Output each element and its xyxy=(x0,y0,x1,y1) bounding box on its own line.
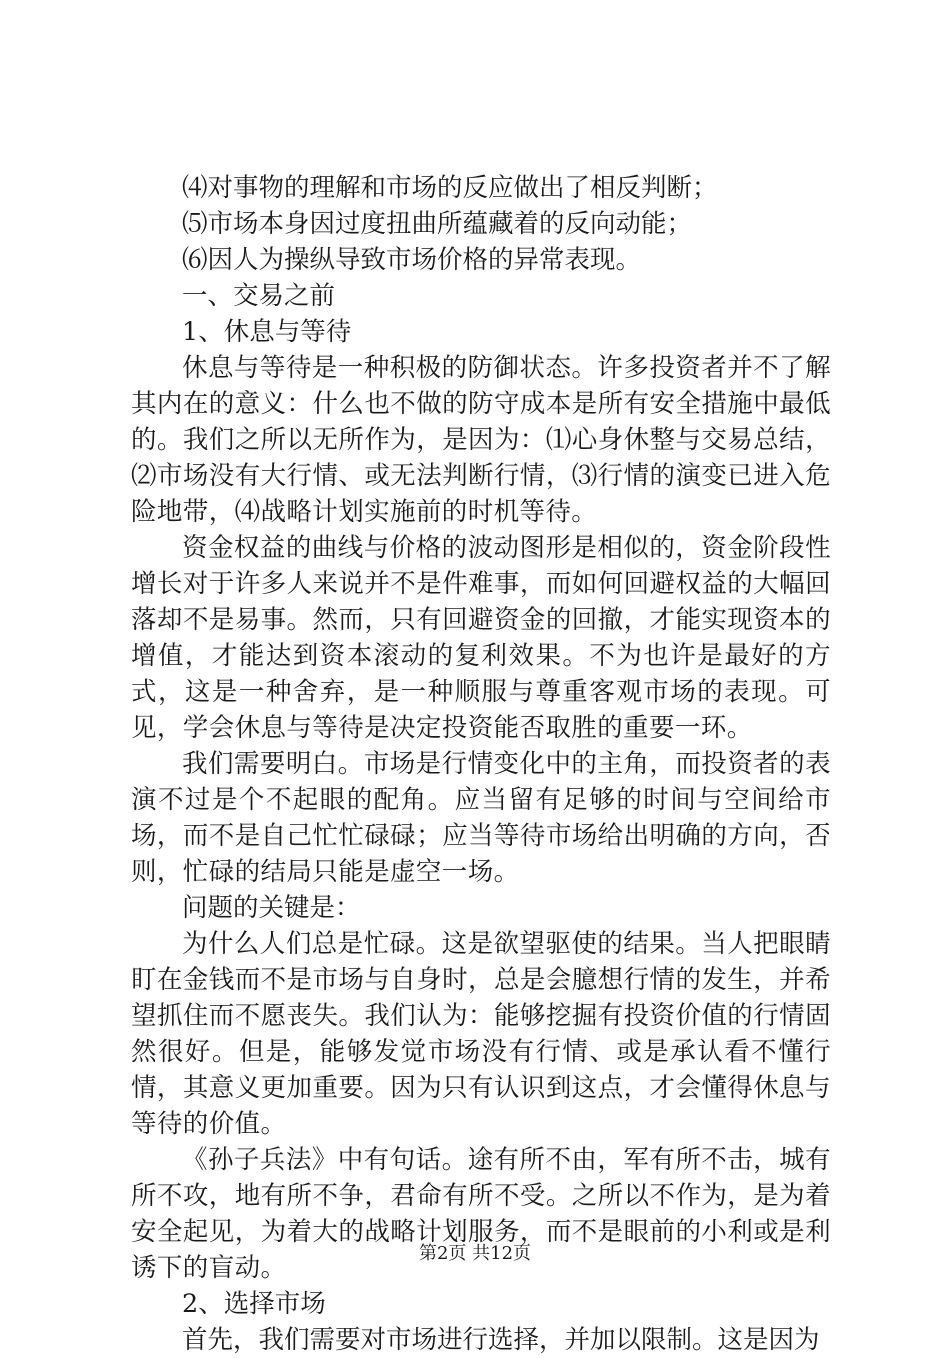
section-heading: 一、交易之前 xyxy=(182,281,336,311)
document-body xyxy=(131,170,831,1358)
list-item: ⑹因人为操纵导致市场价格的异常表现。 xyxy=(182,245,642,275)
page-number-footer: 第2页 共12页 xyxy=(418,1243,532,1264)
body-paragraph: 休息与等待是一种积极的防御状态。许多投资者并不了解其内在的意义：什么也不做的防守成本是所有安全措施中最低的。我们之所以无所作为，是因为：⑴心身休整与交易总结，⑵市场没有大行情、或无法判断行情，⑶行情的演变已进入危险地带，⑷战略计划实施前的时机等待。 xyxy=(131,353,831,527)
body-paragraph: 资金权益的曲线与价格的波动图形是相似的，资金阶段性增长对于许多人来说并不是件难事，而如何回避权益的大幅回落却不是易事。然而，只有回避资金的回撤，才能实现资本的增值，才能达到资本滚动的复利效果。不为也许是最好的方式，这是一种舍弃，是一种顺服与尊重客观市场的表现。可见，学会休息与等待是决定投资能否取胜的重要一环。 xyxy=(131,533,831,743)
subsection-heading: 1、休息与等待 xyxy=(182,317,352,347)
body-paragraph: 我们需要明白。市场是行情变化中的主角，而投资者的表演不过是个不起眼的配角。应当留有足够的时间与空间给市场，而不是自己忙忙碌碌；应当等待市场给出明确的方向，否则，忙碌的结局只能是虚空一场。 xyxy=(131,749,831,887)
list-item: ⑸市场本身因过度扭曲所蕴藏着的反向动能； xyxy=(182,209,693,239)
body-paragraph: 首先，我们需要对市场进行选择，并加以限制。这是因为 xyxy=(182,1325,820,1355)
body-paragraph: 为什么人们总是忙碌。这是欲望驱使的结果。当人把眼睛盯在金钱而不是市场与自身时，总是会臆想行情的发生，并希望抓住而不愿丧失。我们认为：能够挖掘有投资价值的行情固然很好。但是，能够发觉市场没有行情、或是承认看不懂行情，其意义更加重要。因为只有认识到这点，才会懂得休息与等待的价值。 xyxy=(131,929,831,1139)
body-paragraph: 问题的关键是： xyxy=(182,893,361,923)
body-paragraph: 《孙子兵法》中有句话。途有所不由，军有所不击，城有所不攻，地有所不争，君命有所不受。之所以不作为，是为着安全起见，为着大的战略计划服务，而不是眼前的小利或是利诱下的盲动。 xyxy=(131,1145,831,1283)
list-item: ⑷对事物的理解和市场的反应做出了相反判断； xyxy=(182,173,718,203)
subsection-heading: 2、选择市场 xyxy=(182,1289,326,1319)
